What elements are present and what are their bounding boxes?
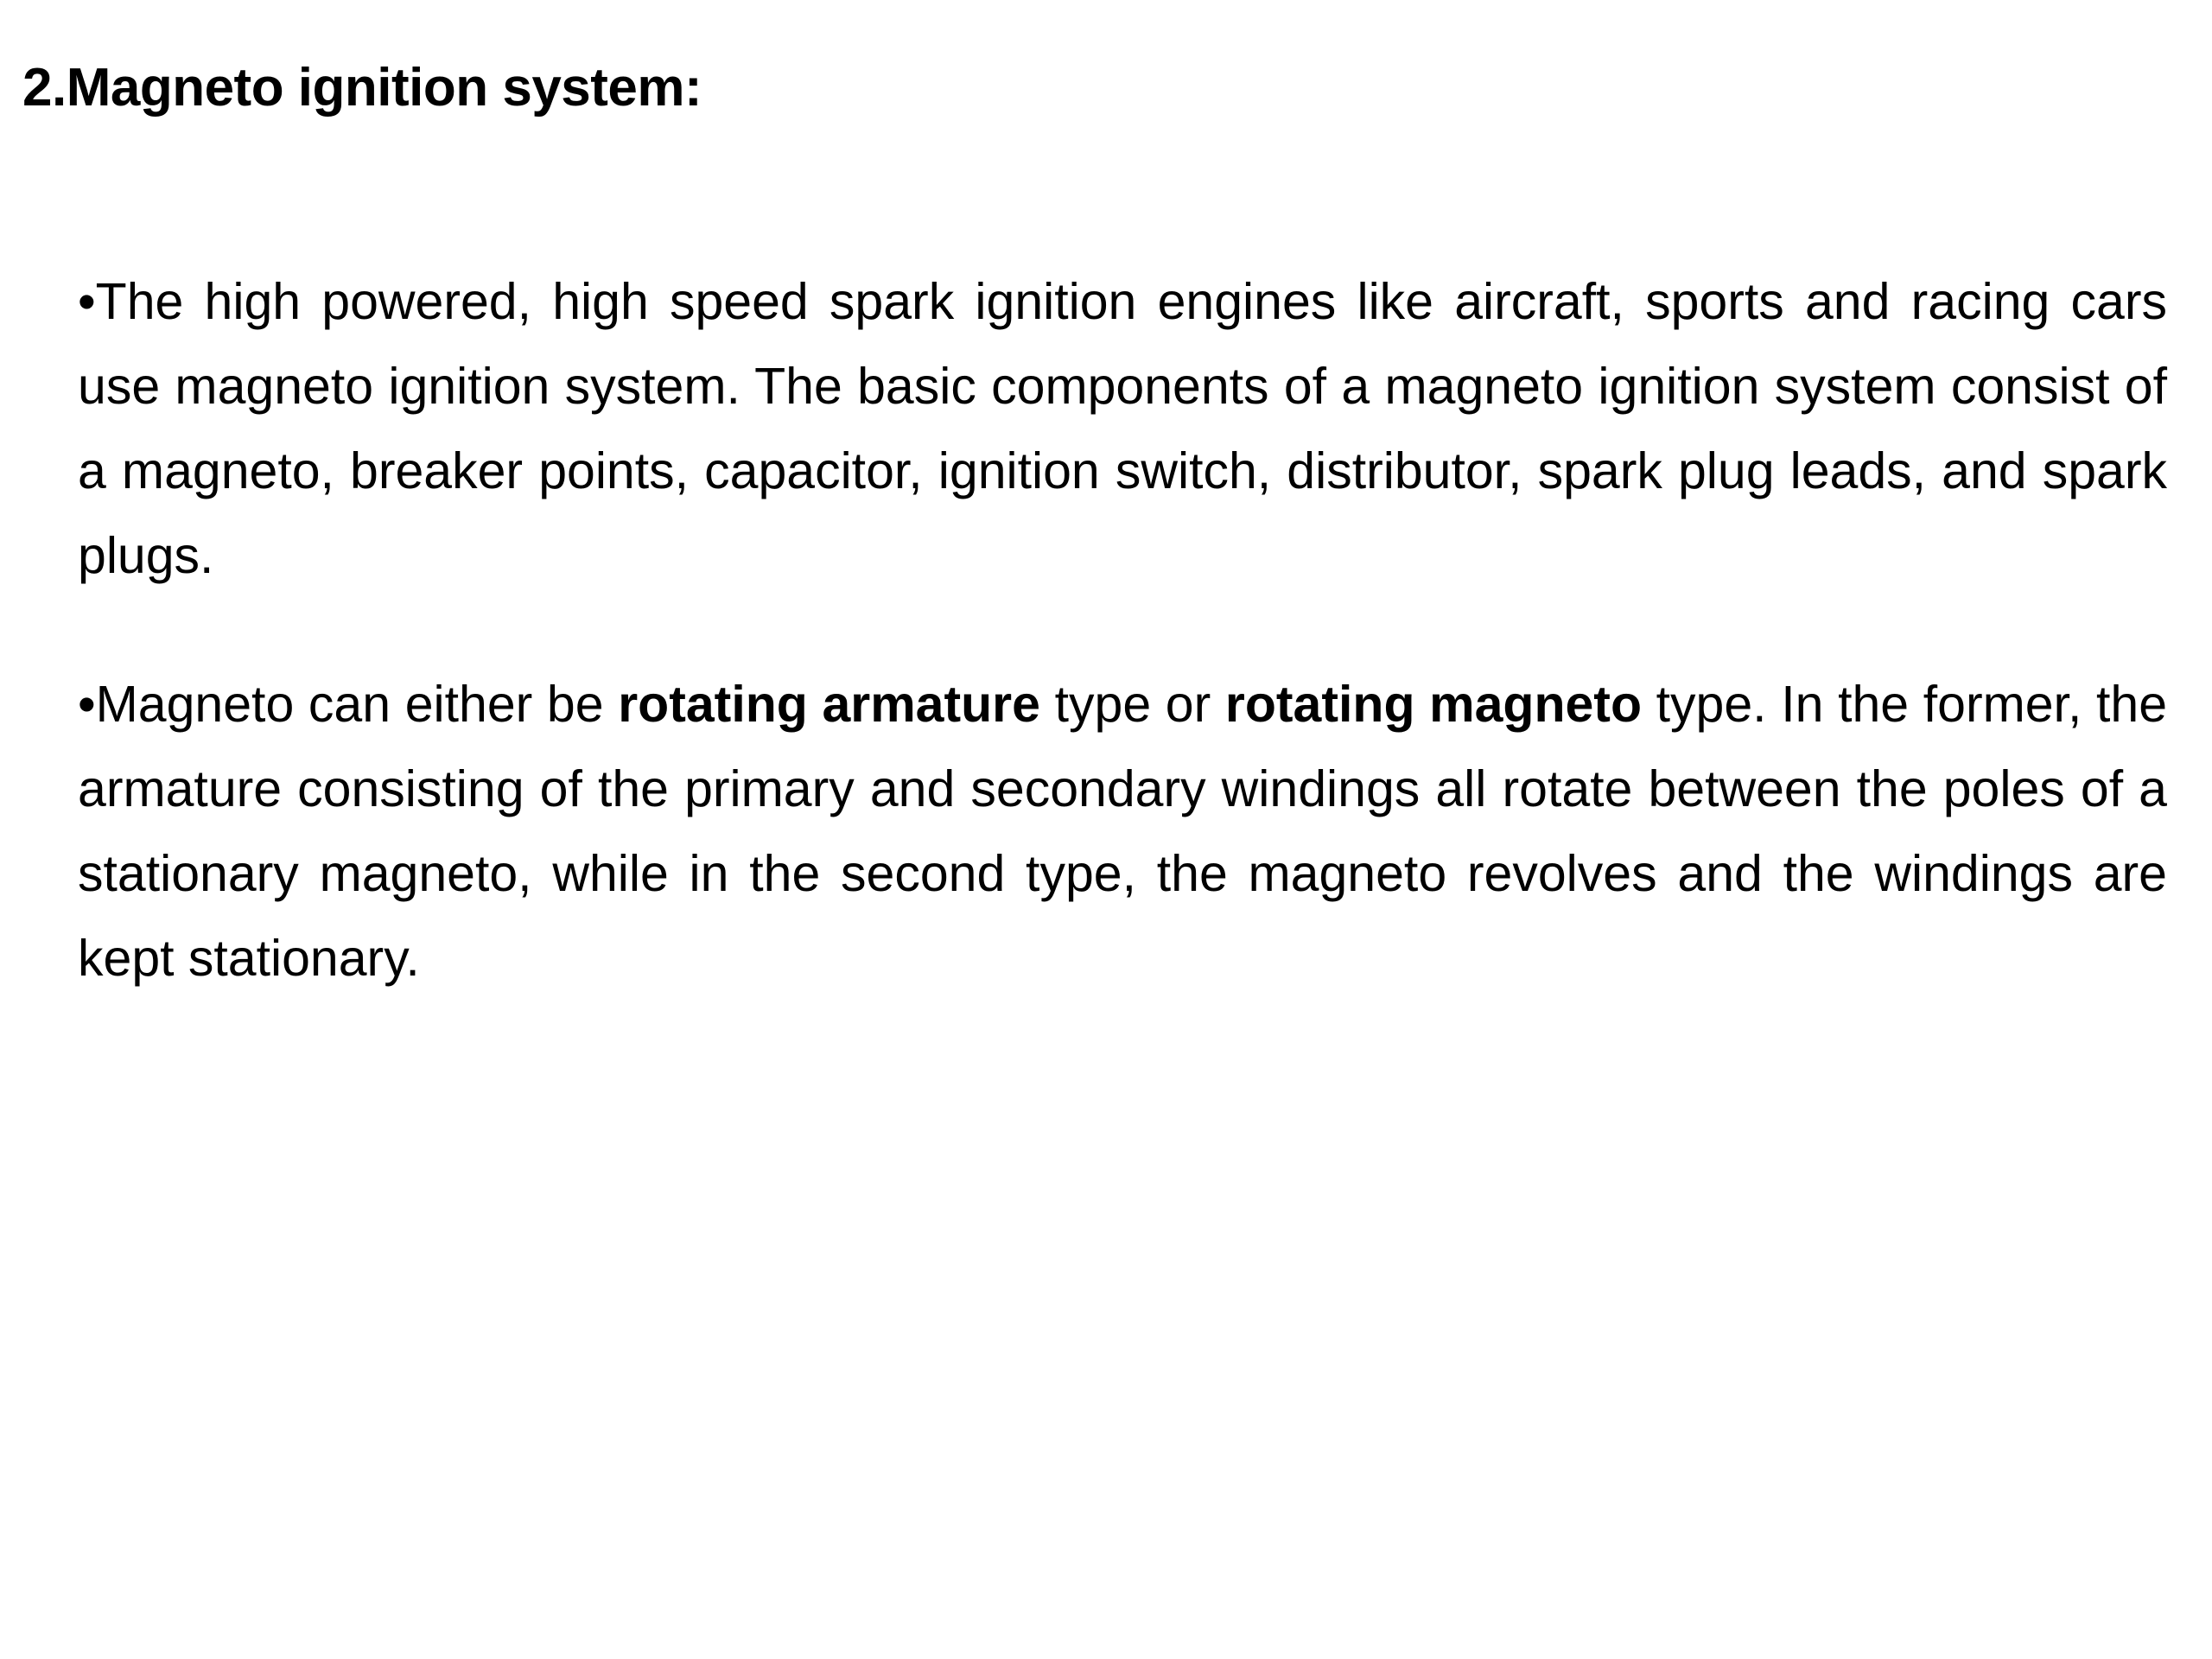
- bullet-paragraph-1: [78, 259, 2167, 598]
- bold-term-rotating-armature: rotating armature: [618, 676, 1040, 733]
- page-title: 2.Magneto ignition system:: [22, 58, 702, 118]
- paragraph-text: The high powered, high speed spark ignition engines like aircraft, sports and racing cars use magneto ignition system. The basic components of a magneto ignition system consist of a magneto, breaker points, capacitor, ignition switch, distributor, spark plug leads, and spark plugs.: [78, 273, 2167, 584]
- bullet-marker: •: [78, 273, 96, 330]
- bullet-marker: •: [78, 676, 96, 733]
- paragraph-text-part2: type or: [1039, 676, 1225, 733]
- bullet-paragraph-2: [78, 662, 2167, 1001]
- paragraph-text-part1: Magneto can either be: [95, 676, 619, 733]
- bold-term-rotating-magneto: rotating magneto: [1224, 676, 1642, 733]
- bullet-list: [78, 259, 2167, 1065]
- paragraph-text-part3: type. In the former, the armature consisting of the primary and secondary windings all rotate between the poles of a stationary magneto, while in the second type, the magneto revolves and the windings are kept stationary.: [78, 676, 2168, 987]
